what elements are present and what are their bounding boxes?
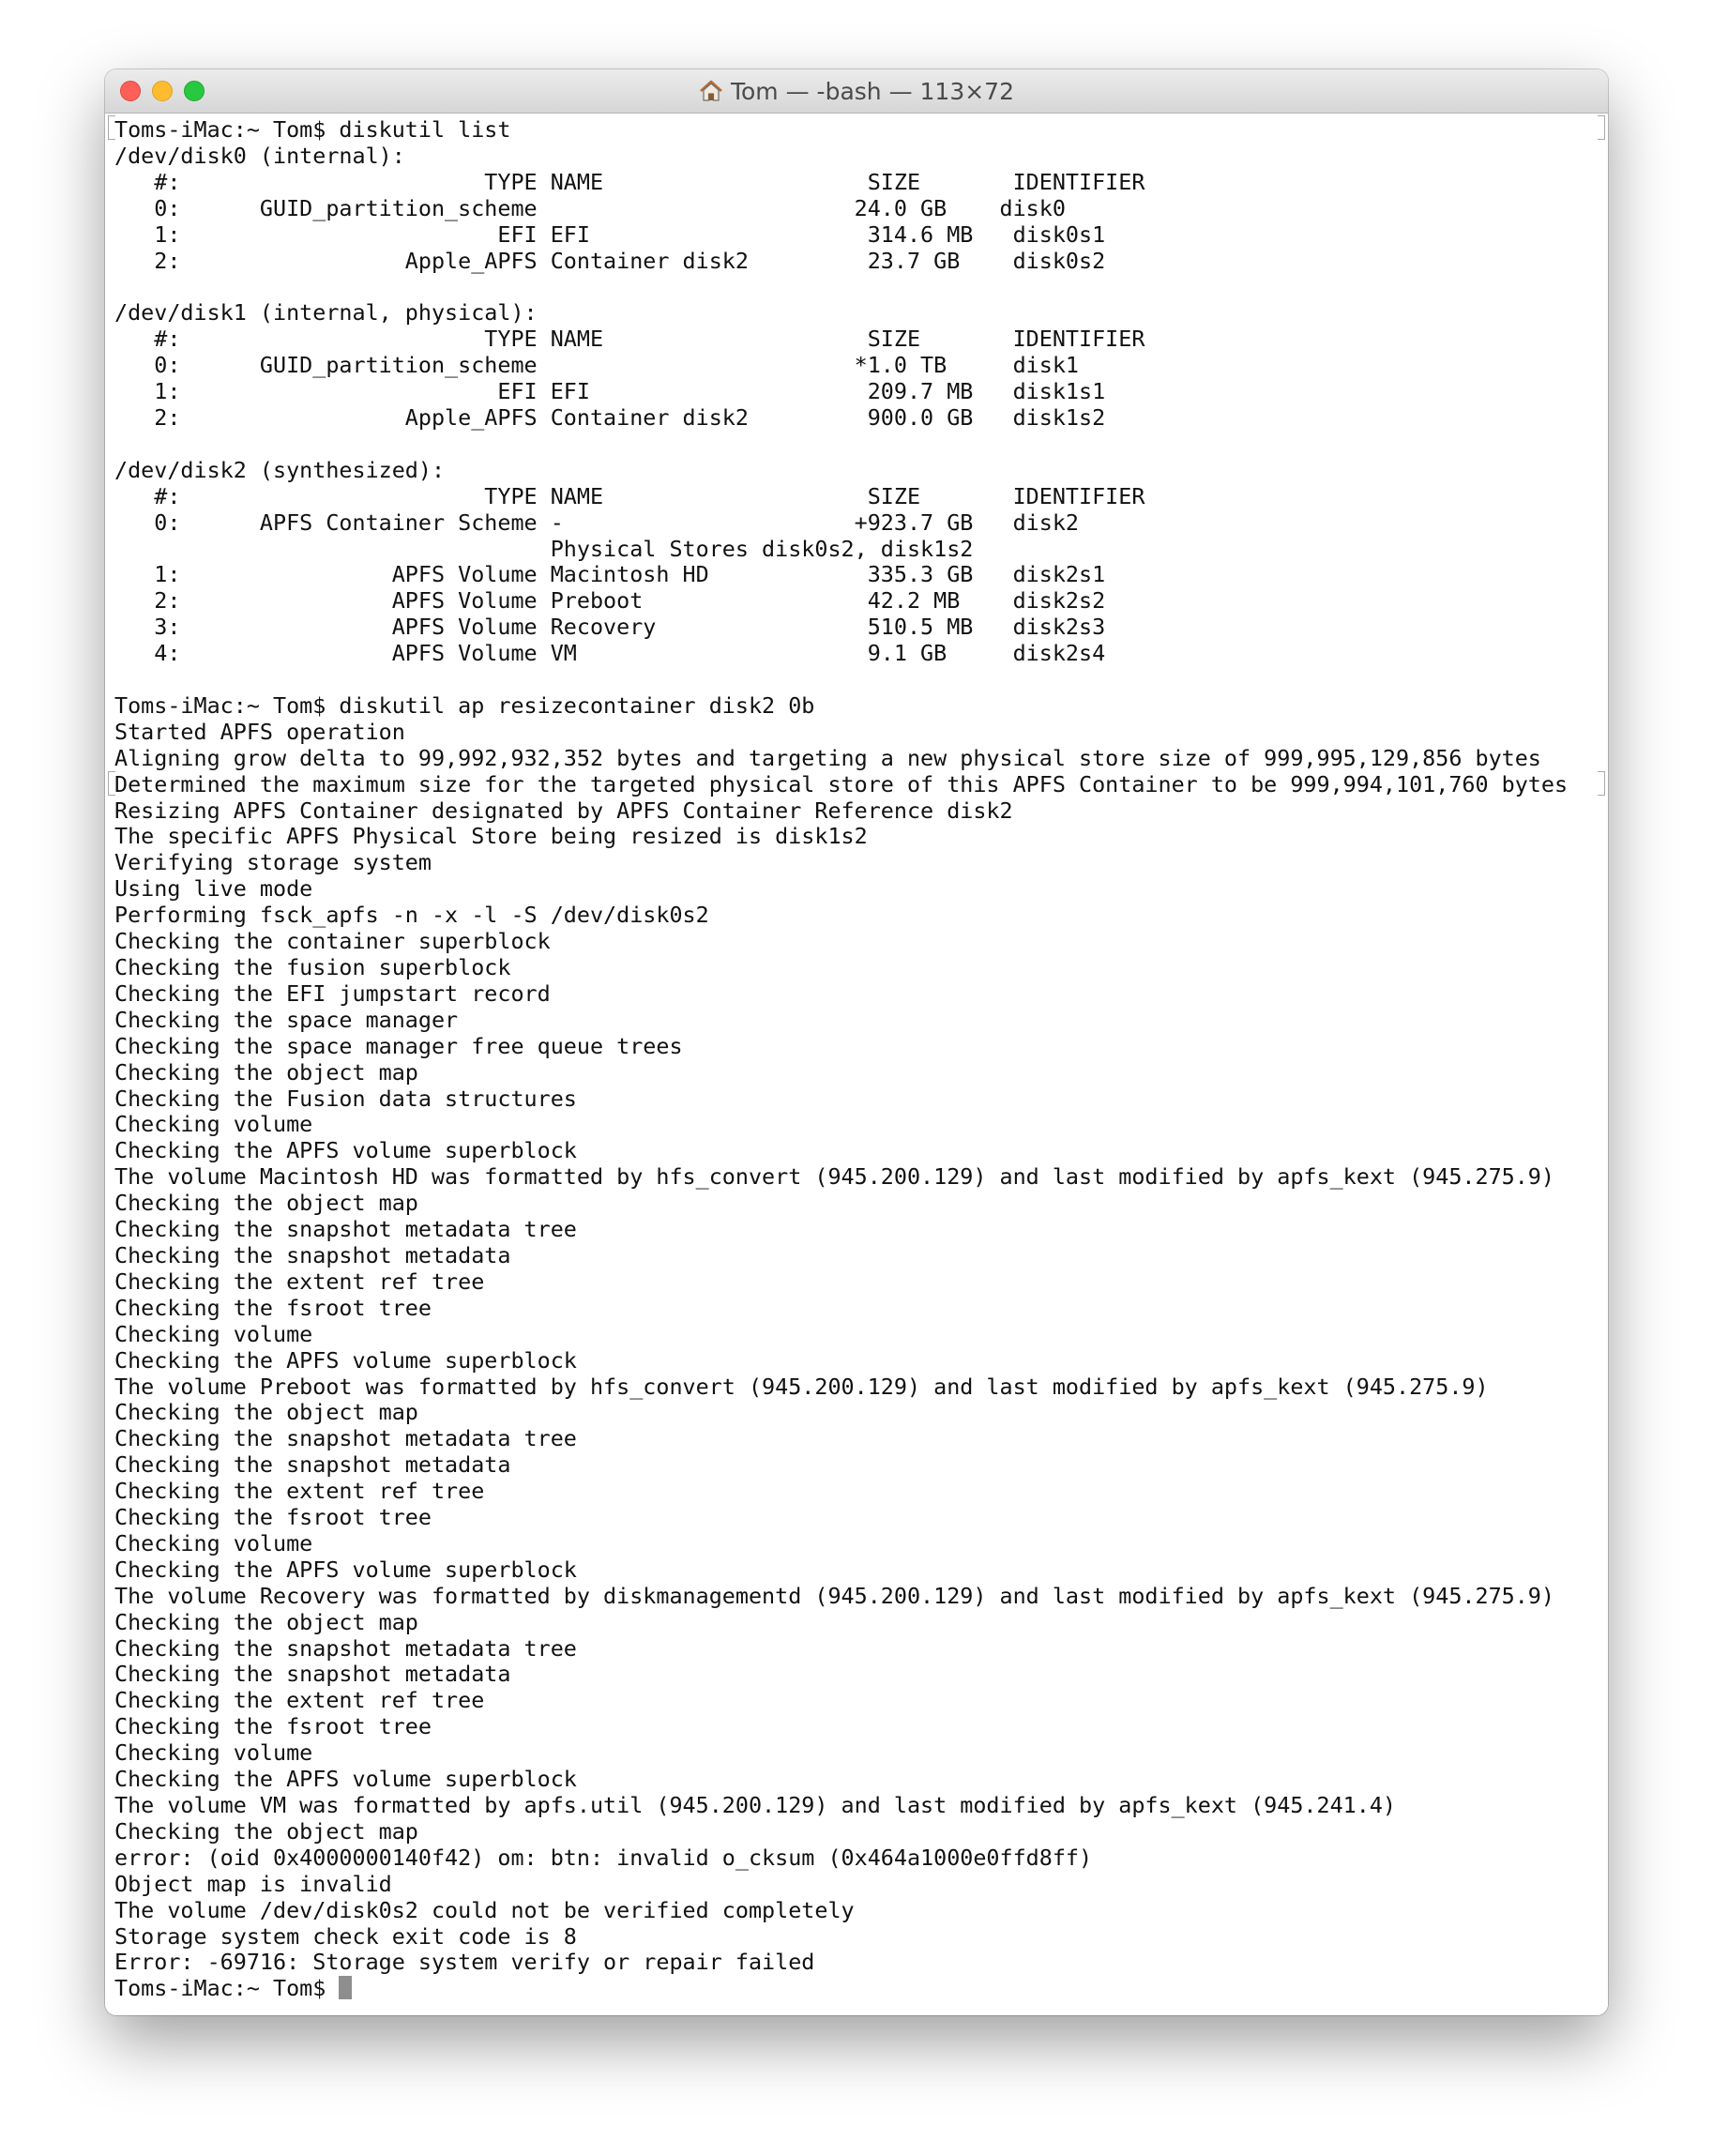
title-bar[interactable] (105, 69, 1608, 114)
shell-prompt: Toms-iMac:~ Tom$ (114, 1975, 340, 2002)
window-title-text: Tom — -bash — 113×72 (730, 77, 1014, 105)
window-title (105, 69, 1608, 113)
home-icon (699, 79, 723, 103)
terminal-content[interactable] (105, 114, 1608, 2015)
resize-container-output: Toms-iMac:~ Tom$ diskutil ap resizecontainer disk2 0b Started APFS operation Aligning grow delta to 99,992,932,352 bytes and targeting a new physical store size of 999,995,129,856 bytes Determined the maximum size for the targeted physical store of this APFS Container to be 999,994,101,760 bytes Resizing APFS Container designated by APFS Container Reference disk2 The specific APFS Physical Store being resized is disk1s2 Verifying storage system Using live mode Performing fsck_apfs -n -x -l -S /dev/disk0s2 Checking the container superblock Checking the fusion superblock Checking the EFI jumpstart record Checking the space manager Checking the space manager free queue trees Checking the object map Checking the Fusion data structures Checking volume Checking the APFS volume superblock The volume Macintosh HD was formatted by hfs_convert (945.200.129) and last modified by apfs_kext (945.275.9) Checking the object map Checking the snapshot metadata tree Checking the snapshot metadata Checking the extent ref tree Checking the fsroot tree Checking volume Checking the APFS volume superblock The volume Preboot was formatted by hfs_convert (945.200.129) and last modified by apfs_kext (945.275.9) Checking the object map Checking the snapshot metadata tree Checking the snapshot metadata Checking the extent ref tree Checking the fsroot tree Checking volume Checking the APFS volume superblock The volume Recovery was formatted by diskmanagementd (945.200.129) and last modified by apfs_kext (945.275.9) Checking the object map Checking the snapshot metadata tree Checking the snapshot metadata Checking the extent ref tree Checking the fsroot tree Checking volume Checking the APFS volume superblock The volume VM was formatted by apfs.util (945.200.129) and last modified by apfs_kext (945.241.4) Checking the object map error: (oid 0x4000000140f42) om: btn: invalid o_cksum (0x464a1000e0ffd8ff) Object map is invalid The volume /dev/disk0s2 could not be verified completely Storage system check exit code is 8 Error: -69716: Storage system verify or repair failed (114, 691, 1569, 1976)
text-cursor (339, 1976, 352, 1999)
diskutil-list-output: Toms-iMac:~ Tom$ diskutil list /dev/disk0 (internal): #: TYPE NAME SIZE IDENTIFIER 0: GUID_partition_scheme 24.0 GB disk0 1: EFI EFI 314.6 MB disk0s1 2: Apple_APFS Container disk2 23.7 GB disk0s2 /dev/disk1 (internal, physical): #: TYPE NAME SIZE IDENTIFIER 0: GUID_partition_scheme *1.0 TB disk1 1: EFI EFI 209.7 MB disk1s1 2: Apple_APFS Container disk2 900.0 GB disk1s2 /dev/disk2 (synthesized): #: TYPE NAME SIZE IDENTIFIER 0: APFS Container Scheme - +923.7 GB disk2 Physical Stores disk0s2, disk1s2 1: APFS Volume Macintosh HD 335.3 GB disk2s1 2: APFS Volume Preboot 42.2 MB disk2s2 3: APFS Volume Recovery 510.5 MB disk2s3 4: APFS Volume VM 9.1 GB disk2s4 (114, 116, 1145, 667)
terminal-output (114, 117, 1568, 2002)
prompt-mark-right (1598, 771, 1605, 796)
terminal-window (105, 69, 1608, 2015)
prompt-mark-right (1598, 115, 1605, 140)
